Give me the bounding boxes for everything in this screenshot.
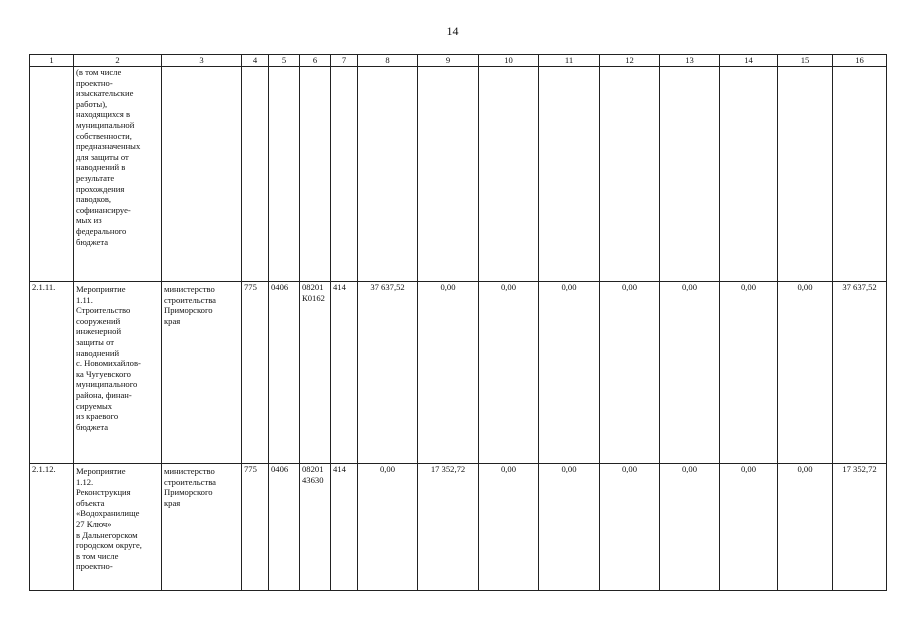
- executor-line: министерство: [164, 284, 215, 294]
- amount-c16: 17 352,72: [833, 464, 887, 591]
- executor-line: строительства: [164, 294, 216, 305]
- budget-code-c4: 775: [242, 464, 269, 591]
- item-name-line: 27 Ключ»: [76, 518, 112, 529]
- item-name-line: муниципального: [76, 379, 138, 390]
- item-name-line: Реконструкция: [76, 487, 131, 498]
- column-header: 8: [358, 55, 418, 67]
- item-name-line: ка Чугуевского: [76, 368, 131, 379]
- executor-line: Приморского: [164, 487, 213, 498]
- column-header: 14: [720, 55, 778, 67]
- item-name-line: 1.12.: [76, 476, 94, 487]
- amount-c12: 0,00: [600, 282, 660, 464]
- amount-c11: [539, 67, 600, 282]
- item-name-line: работы),: [76, 98, 108, 109]
- budget-code-c6: [300, 464, 331, 591]
- amount-c12: [600, 67, 660, 282]
- item-index: 2.1.12.: [30, 464, 74, 591]
- amount-c9: [418, 67, 479, 282]
- item-name-line: изыскательские: [76, 88, 134, 99]
- column-header: 10: [479, 55, 539, 67]
- budget-code-c5: 0406: [269, 464, 300, 591]
- amount-c10: [479, 67, 539, 282]
- table-row: [30, 67, 887, 282]
- item-name-line: федерального: [76, 225, 127, 236]
- amount-c15: 0,00: [778, 282, 833, 464]
- item-index: 2.1.11.: [30, 282, 74, 464]
- item-name-line: инженерной: [76, 326, 122, 337]
- item-name-line: паводков,: [76, 194, 112, 205]
- amount-c8: 0,00: [358, 464, 418, 591]
- amount-c10: 0,00: [479, 464, 539, 591]
- item-index: [30, 67, 74, 282]
- budget-code-c7: [331, 67, 358, 282]
- item-name-line: наводнений в: [76, 162, 126, 173]
- item-name-line: 1.11.: [76, 294, 93, 305]
- executor-line: Приморского: [164, 305, 213, 316]
- amount-c14: [720, 67, 778, 282]
- executor: [162, 67, 242, 282]
- budget-code-c4: [242, 67, 269, 282]
- column-header: 3: [162, 55, 242, 67]
- amount-c10: 0,00: [479, 282, 539, 464]
- item-name-line: Мероприятие: [76, 466, 126, 476]
- amount-c13: 0,00: [660, 464, 720, 591]
- item-name-line: бюджета: [76, 421, 109, 432]
- item-name-line: софинансируе-: [76, 204, 131, 215]
- item-name-line: наводнений: [76, 347, 120, 358]
- table-row: [30, 464, 887, 591]
- item-name: [74, 67, 162, 282]
- item-name-line: в том числе: [76, 550, 119, 561]
- item-name-line: в Дальнегорском: [76, 529, 138, 540]
- item-name-line: защиты от: [76, 336, 115, 347]
- item-name-line: сооружений: [76, 315, 121, 326]
- executor-line: края: [164, 315, 181, 326]
- item-name-line: из краевого: [76, 411, 119, 422]
- item-name-line: объекта: [76, 497, 105, 508]
- page-number: 14: [446, 24, 459, 38]
- executor-line: края: [164, 497, 181, 508]
- amount-c13: 0,00: [660, 282, 720, 464]
- item-name-line: проектно-: [76, 561, 113, 572]
- table-row: [30, 282, 887, 464]
- amount-c9: 17 352,72: [418, 464, 479, 591]
- item-name-line: городском округе,: [76, 540, 142, 551]
- budget-code-c5: [269, 67, 300, 282]
- column-header: 16: [833, 55, 887, 67]
- amount-c16: 37 637,52: [833, 282, 887, 464]
- column-header: 12: [600, 55, 660, 67]
- column-header: 11: [539, 55, 600, 67]
- executor: [162, 464, 242, 591]
- column-header: 5: [269, 55, 300, 67]
- column-header: 2: [74, 55, 162, 67]
- amount-c11: 0,00: [539, 464, 600, 591]
- amount-c15: [778, 67, 833, 282]
- item-name-line: сируемых: [76, 400, 113, 411]
- item-name-line: для защиты от: [76, 151, 129, 162]
- column-header: 1: [30, 55, 74, 67]
- amount-c15: 0,00: [778, 464, 833, 591]
- budget-code-c6: [300, 282, 331, 464]
- item-name: [74, 464, 162, 591]
- budget-code-c6: [300, 67, 331, 282]
- executor-line: строительства: [164, 476, 216, 487]
- column-header: 4: [242, 55, 269, 67]
- item-name-line: Строительство: [76, 305, 131, 316]
- amount-c9: 0,00: [418, 282, 479, 464]
- amount-c16: [833, 67, 887, 282]
- amount-c8: 37 637,52: [358, 282, 418, 464]
- column-header: 6: [300, 55, 331, 67]
- budget-code-c6-line: 08201: [302, 464, 324, 474]
- item-name-line: бюджета: [76, 236, 109, 247]
- amount-c12: 0,00: [600, 464, 660, 591]
- item-name-line: (в том числе: [76, 67, 122, 77]
- budget-code-c4: 775: [242, 282, 269, 464]
- executor-line: министерство: [164, 466, 215, 476]
- item-name-line: собственности,: [76, 130, 132, 141]
- item-name-line: «Водохранилище: [76, 508, 140, 519]
- budget-code-c6-line: К0162: [302, 292, 325, 303]
- column-header: 15: [778, 55, 833, 67]
- item-name-line: района, финан-: [76, 389, 132, 400]
- item-name-line: мых из: [76, 215, 102, 226]
- budget-code-c5: 0406: [269, 282, 300, 464]
- amount-c13: [660, 67, 720, 282]
- item-name-line: проектно-: [76, 77, 113, 88]
- item-name-line: находящихся в: [76, 109, 130, 120]
- item-name-line: результате: [76, 172, 115, 183]
- amount-c8: [358, 67, 418, 282]
- column-header: 13: [660, 55, 720, 67]
- column-header: 9: [418, 55, 479, 67]
- amount-c14: 0,00: [720, 282, 778, 464]
- item-name-line: Мероприятие: [76, 284, 126, 294]
- budget-code-c6-line: 43630: [302, 474, 324, 485]
- budget-code-c7: 414: [331, 464, 358, 591]
- item-name-line: предназначенных: [76, 141, 141, 152]
- amount-c14: 0,00: [720, 464, 778, 591]
- item-name-line: муниципальной: [76, 119, 135, 130]
- amount-c11: 0,00: [539, 282, 600, 464]
- column-number-row: [30, 55, 887, 67]
- executor: [162, 282, 242, 464]
- item-name-line: с. Новомихайлов-: [76, 358, 141, 369]
- item-name-line: прохождения: [76, 183, 125, 194]
- item-name: [74, 282, 162, 464]
- budget-code-c6-line: 08201: [302, 282, 324, 292]
- budget-code-c7: 414: [331, 282, 358, 464]
- budget-table: [29, 54, 887, 591]
- column-header: 7: [331, 55, 358, 67]
